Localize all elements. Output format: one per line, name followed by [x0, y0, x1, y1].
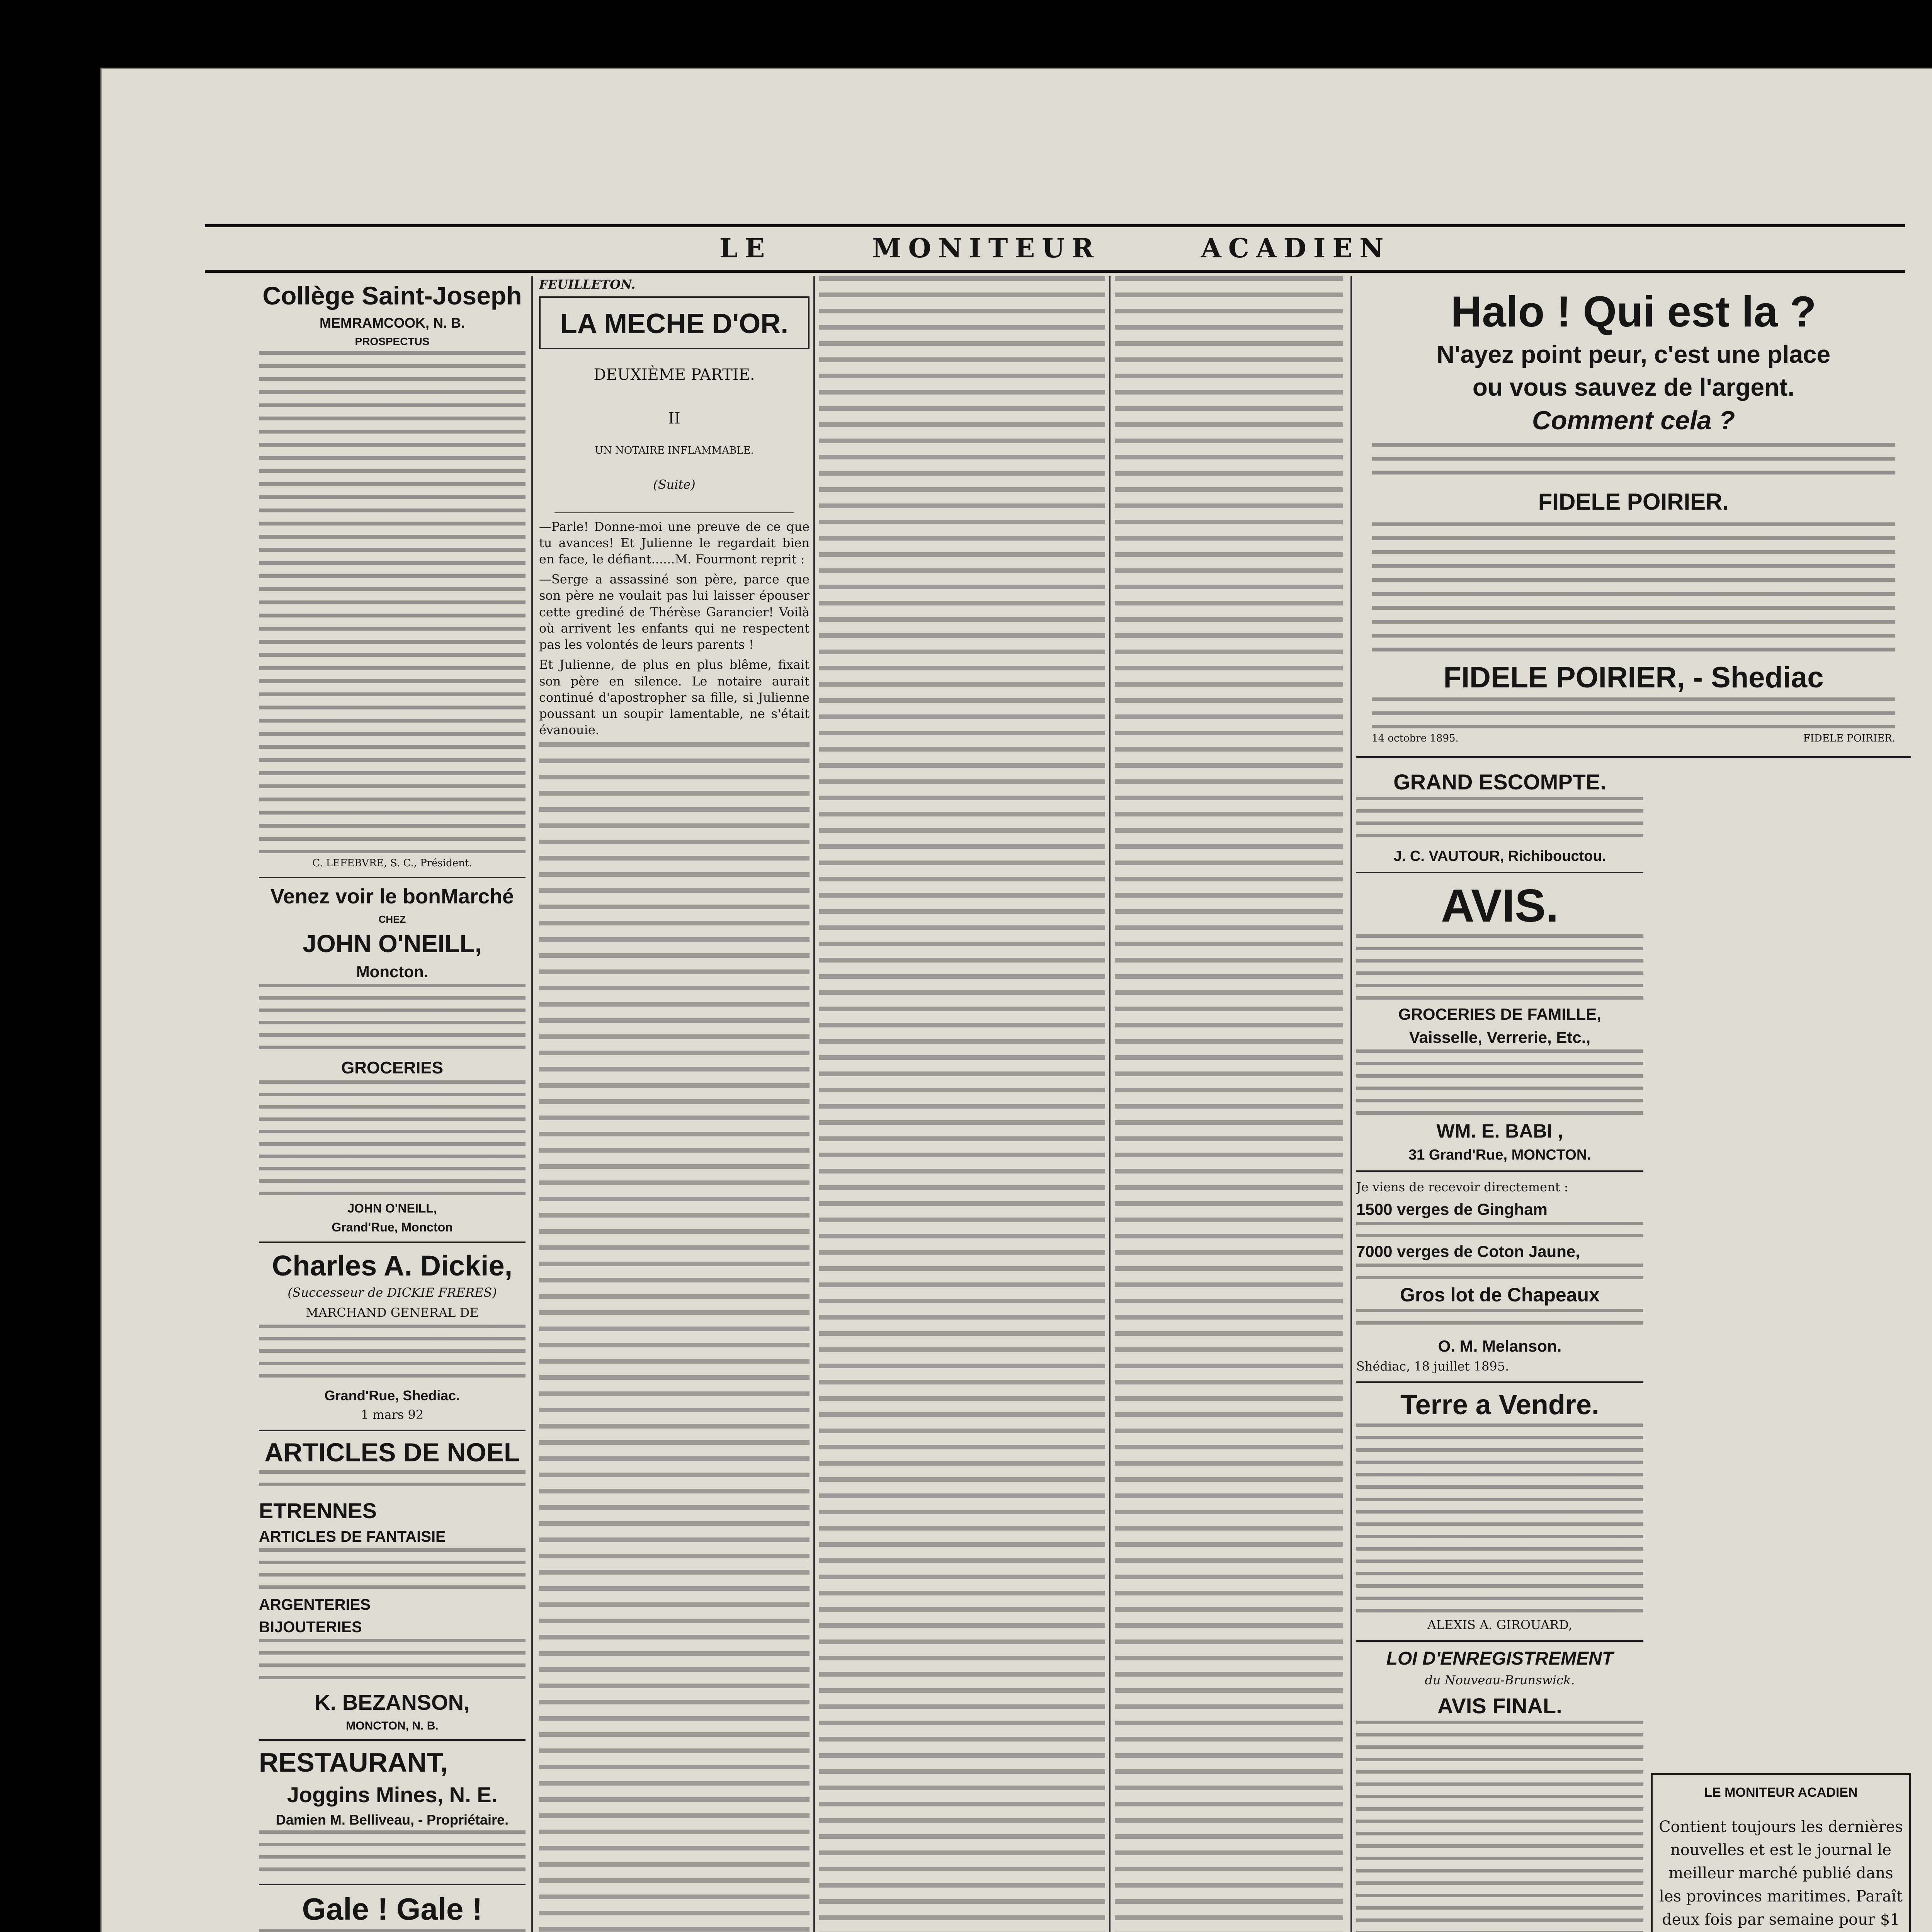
lower-ads — [1356, 765, 1911, 1932]
groceries-label: GROCERIES — [341, 1058, 444, 1077]
melanson-name: O. M. Melanson. — [1438, 1337, 1562, 1355]
vautour-name: J. C. VAUTOUR, Richibouctou. — [1393, 848, 1606, 865]
feuilleton-label: FEUILLETON. — [539, 277, 636, 292]
restaurant-title: RESTAURANT, — [259, 1747, 448, 1778]
masthead-word: MONITEUR — [872, 233, 1100, 264]
feuilleton-title-box — [539, 296, 810, 349]
college-ad — [259, 282, 526, 870]
dickie-trade: MARCHAND GENERAL DE — [306, 1305, 479, 1320]
fantaisie-label: ARTICLES DE FANTAISIE — [259, 1528, 446, 1545]
oneill-intro: Venez voir le bonMarché — [270, 885, 514, 908]
column-rule — [531, 276, 533, 1932]
masthead-word: LE — [719, 233, 772, 264]
poirier-name-town: FIDELE POIRIER, - Shediac — [1443, 661, 1824, 694]
feuilleton-chapter-title: UN NOTAIRE INFLAMMABLE. — [595, 445, 754, 457]
avis-goods: Vaisselle, Verrerie, Etc., — [1409, 1028, 1591, 1047]
halo-subtitle: ou vous sauvez de l'argent. — [1472, 373, 1795, 401]
college-place: MEMRAMCOOK, N. B. — [320, 315, 465, 331]
oneill-ad — [259, 885, 526, 1234]
gale-title: Gale ! Gale ! — [302, 1892, 483, 1927]
story-column-2 — [819, 276, 1105, 1932]
story-text-block — [1115, 276, 1343, 1932]
feuilleton-title: LA MECHE D'OR. — [560, 308, 789, 340]
poirier-date: 14 octobre 1895. — [1372, 733, 1459, 745]
avis-title: AVIS. — [1441, 880, 1559, 932]
dickie-successor: (Successeur de DICKIE FRERES) — [287, 1285, 497, 1300]
story-paragraph: —Serge a assassiné son père, parce que son père ne voulait pas lui laisser épouser cette grediné de Thérèse Garancier! Voilà où arrivent les enfants qui ne respectent pas les volontés de leurs parents ! — [539, 572, 810, 652]
college-signature: C. LEFEBVRE, S. C., Président. — [312, 857, 472, 869]
melanson-intro: Je viens de recevoir directement : — [1356, 1180, 1568, 1195]
halo-subtitle: N'ayez point peur, c'est une place — [1436, 340, 1831, 369]
oneill-signature: JOHN O'NEILL, — [347, 1201, 437, 1216]
column-rule — [1109, 276, 1111, 1932]
ads-column — [1356, 276, 1911, 1932]
masthead — [205, 224, 1905, 273]
college-title: Collège Saint-Joseph — [262, 281, 522, 310]
story-paragraph: —Parle! Donne-moi une preuve de ce que tu avances! Et Julienne le regardait bien en face, le défiant......M. Fourmont reprit : — [539, 519, 810, 566]
oneill-name: JOHN O'NEILL, — [303, 930, 482, 958]
restaurant-owner: Damien M. Belliveau, - Propriétaire. — [276, 1811, 509, 1828]
oneill-chez: CHEZ — [378, 913, 406, 925]
babi-name: WM. E. BABI , — [1436, 1120, 1563, 1142]
melanson-date: Shédiac, 18 juillet 1895. — [1356, 1359, 1509, 1374]
oneill-town: Moncton. — [356, 962, 429, 981]
halo-title: Halo ! Qui est la ? — [1451, 287, 1816, 336]
dickie-address: Grand'Rue, Shediac. — [324, 1388, 460, 1404]
story-text-block — [539, 742, 810, 1932]
column-rule — [1350, 276, 1352, 1932]
terre-title: Terre a Vendre. — [1400, 1389, 1599, 1421]
girouard-signature: ALEXIS A. GIROUARD, — [1427, 1617, 1572, 1633]
moniteur-title: LE MONITEUR ACADIEN — [1704, 1785, 1858, 1800]
halo-question: Comment cela ? — [1532, 405, 1735, 435]
prospectus-label: PROSPECTUS — [355, 335, 430, 348]
column-rule — [813, 276, 815, 1932]
bezanson-name: K. BEZANSON, — [315, 1690, 470, 1714]
noel-ad — [259, 1438, 526, 1732]
halo-ad — [1356, 288, 1911, 749]
poirier-name: FIDELE POIRIER. — [1538, 488, 1729, 515]
gale-ad — [259, 1892, 526, 1932]
feuilleton-chapter: II — [668, 410, 680, 428]
escompte-title: GRAND ESCOMPTE. — [1393, 769, 1606, 794]
feuilleton-part: DEUXIÈME PARTIE. — [594, 366, 755, 384]
college-prospectus-text — [259, 351, 526, 853]
loi-subtitle: du Nouveau-Brunswick. — [1425, 1673, 1575, 1688]
feuilleton-suite: (Suite) — [653, 477, 696, 492]
moniteur-text: Contient toujours les dernières nouvelles et est le journal le meilleur marché publié dans les provinces maritimes. Paraît deux fois par semaine pour $1 — [1659, 1818, 1903, 1929]
story-text-block — [819, 276, 1105, 1932]
avis-final: AVIS FINAL. — [1437, 1693, 1562, 1718]
feuilleton-column — [539, 276, 810, 1932]
loi-title: LOI D'ENREGISTREMENT — [1386, 1648, 1614, 1669]
bezanson-town: MONCTON, N. B. — [346, 1719, 439, 1733]
avis-goods: GROCERIES DE FAMILLE, — [1398, 1005, 1601, 1024]
advert-column — [259, 276, 526, 1932]
melanson-item: 1500 verges de Gingham — [1356, 1200, 1548, 1219]
argenteries-label: ARGENTERIES — [259, 1596, 371, 1613]
dickie-ad — [259, 1250, 526, 1423]
etrennes-label: ETRENNES — [259, 1498, 377, 1523]
bijouteries-label: BIJOUTERIES — [259, 1618, 362, 1636]
noel-title: ARTICLES DE NOEL — [264, 1438, 520, 1468]
oneill-address: Grand'Rue, Moncton — [332, 1220, 453, 1235]
babi-address: 31 Grand'Rue, MONCTON. — [1408, 1147, 1591, 1163]
restaurant-ad — [259, 1748, 526, 1877]
story-column-3 — [1115, 276, 1343, 1932]
dickie-date: 1 mars 92 — [361, 1407, 424, 1422]
melanson-item: 7000 verges de Coton Jaune, — [1356, 1242, 1580, 1260]
story-paragraph: Et Julienne, de plus en plus blême, fixait son père en silence. Le notaire aurait continué d'apostropher sa fille, si Julienne poussant un soupir lamentable, ne s'était évanouie. — [539, 657, 810, 738]
dickie-name: Charles A. Dickie, — [272, 1249, 513, 1282]
restaurant-place: Joggins Mines, N. E. — [287, 1782, 498, 1807]
moniteur-box — [1651, 1773, 1911, 1932]
melanson-item: Gros lot de Chapeaux — [1400, 1284, 1600, 1306]
poirier-signature: FIDELE POIRIER. — [1803, 733, 1895, 745]
masthead-word: ACADIEN — [1201, 233, 1391, 264]
